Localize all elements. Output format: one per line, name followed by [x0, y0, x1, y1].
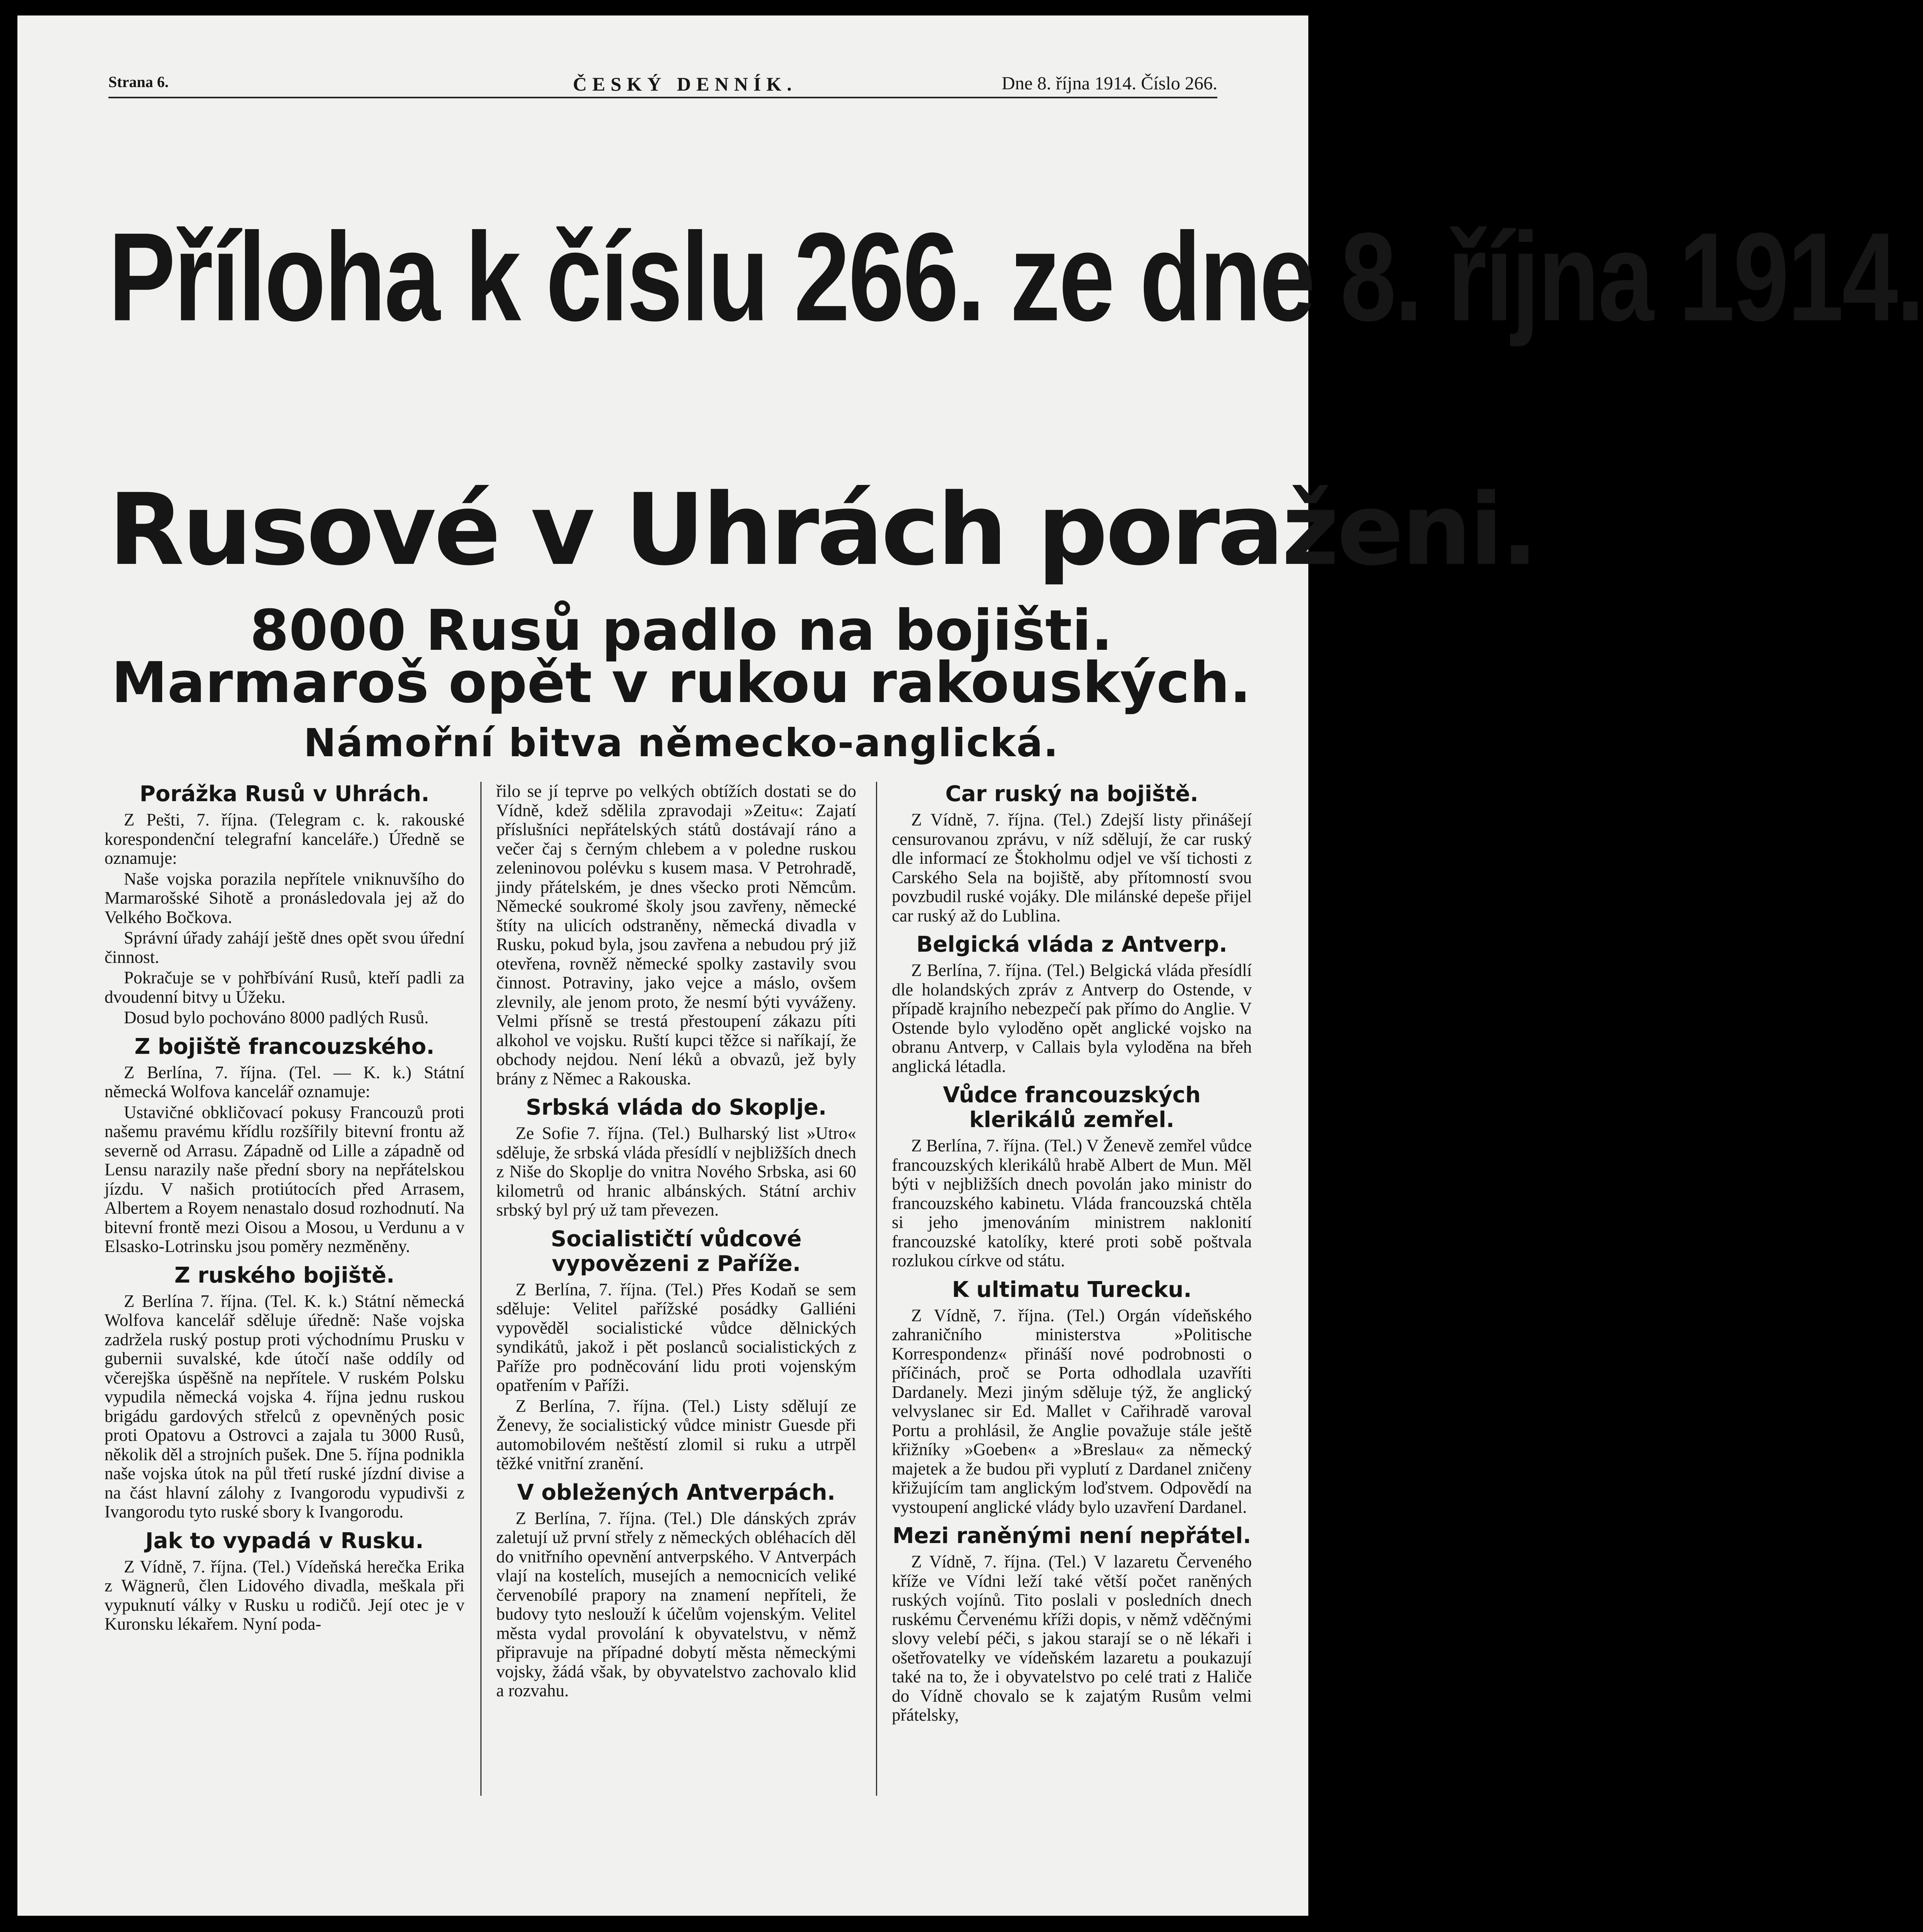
- article-columns: [105, 782, 1262, 1796]
- article-title: V obležených Antverpách.: [517, 1480, 836, 1505]
- article-title: Jak to vypadá v Rusku.: [145, 1528, 424, 1553]
- article-title: Mezi raněnými není nepřátel.: [892, 1523, 1251, 1548]
- page-number: Strana 6.: [108, 73, 169, 91]
- subheadline-naval-battle: Námořní bitva německo-anglická.: [303, 720, 1059, 766]
- article-title: Srbská vláda do Skoplje.: [526, 1095, 827, 1120]
- running-head: [108, 70, 1217, 98]
- main-headline: Rusové v Uhrách poraženi.: [108, 473, 1536, 587]
- article-title: Car ruský na bojiště.: [945, 781, 1198, 807]
- article-paragraph: Pokračuje se v pohřbívání Rusů, kteří padli za dvoudenní bitvy u Úžeku.: [105, 968, 464, 1007]
- article-paragraph: Z Berlína, 7. října. (Tel.) Belgická vláda přesídlí dle holandských zpráv z Antverp do Ostende, v případě krajního nebezpečí pak přímo do Anglie. V Ostende bylo vyloděno opět anglické vojsko na obranu Antverp, v Callais byla vyloděna na břeh anglická létadla.: [892, 961, 1252, 1076]
- column-right: [892, 782, 1252, 1796]
- article-title: Z bojiště francouzského.: [134, 1034, 435, 1059]
- article-paragraph-continued: řilo se jí teprve po velkých obtížích dostati se do Vídně, kdež sdělila zpravodaji »Zeitu«: Zajatí příslušníci nepřátelských států dostávají ráno a večer čaj s černým chlebem a v poledne ruskou zeleninovou polévku s kusem masa. V Petrohradě, jindy přátelském, je dnes všecko proti Němcům. Německé soukromé školy jsou zavřeny, německé štíty na ulicích odstraněny, německá divadla v Rusku, pokud byla, jsou zavřena a nebudou prý již otevřena, rovněž německé spolky zastavily svou činnost. Potraviny, jako vejce a máslo, ovšem zlevnily, ale jenom proto, že nesmí býti vyváženy. Velmi přísně se trestá přestoupení zákazu píti alkohol ve vojsku. Ruští kupci těžce si naříkají, že obchody nejdou. Není léků a obvazů, jež byly brány z Němec a Rakouska.: [496, 781, 856, 1088]
- column-rule: [480, 782, 482, 1796]
- article-paragraph: Z Berlína 7. října. (Tel. K. k.) Státní německá Wolfova kancelář sděluje úředně: Naše vojska zadržela ruský postup proti východnímu Prusku v gubernii suvalské, kde útočí naše oddíly od včerejška úspěšně na nepřítele. V ruském Polsku vypudila německá vojska 4. října jednu ruskou brigádu gardových střelců z opevněných posic proti Opatovu a Ostrovci a zajala tu 3000 Rusů, několik děl a strojních pušek. Dne 5. října podnikla naše vojska útok na půl třetí ruské jízdní divise a na část hlavní zálohy z Ivangorodu vypudivši z Ivangorodu tyto ruské sbory k Ivangorodu.: [105, 1291, 464, 1521]
- article-title: Socialističtí vůdcové vypovězeni z Paříže.: [551, 1226, 802, 1276]
- article-paragraph: Správní úřady zahájí ještě dnes opět svou úřední činnost.: [105, 928, 464, 967]
- article-title: Z ruského bojiště.: [174, 1262, 395, 1288]
- article-title: K ultimatu Turecku.: [952, 1277, 1192, 1302]
- column-left: [105, 782, 464, 1796]
- article-paragraph: Naše vojska porazila nepřítele vniknuvšího do Marmarošské Sihotě a pronásledovala jej až do Velkého Bočkova.: [105, 869, 464, 927]
- article-paragraph: Ustavičné obkličovací pokusy Francouzů proti našemu pravému křídlu rozšířily bitevní frontu až severně od Arrasu. Západně od Lille a západně od Lensu narazily naše přední sbory na nepřátelskou jízdu. V našich protiútocích před Arrasem, Albertem a Royem nenastalo dosud rozhodnutí. Na bitevní frontě mezi Oisou a Mosou, u Verdunu a v Elsasko-Lotrinsku jsou poměry nezměněny.: [105, 1102, 464, 1256]
- supplement-title: Příloha k číslu 266. ze dne 8. října 1914.: [108, 207, 1923, 348]
- article-paragraph: Z Berlína, 7. října. (Tel.) Listy sdělují ze Ženevy, že socialistický vůdce ministr Guesde při automobilovém neštěstí zlomil si ruku a utrpěl těžké vnitřní zranění.: [496, 1396, 856, 1473]
- article-paragraph: Z Berlína, 7. října. (Tel. — K. k.) Státní německá Wolfova kancelář oznamuje:: [105, 1062, 464, 1101]
- newspaper-page: [17, 15, 1923, 1916]
- subheadline-casualties: 8000 Rusů padlo na bojišti.: [250, 598, 1113, 663]
- subheadline-marmaros: Marmaroš opět v rukou rakouských.: [111, 650, 1251, 716]
- column-middle: [496, 782, 856, 1796]
- article-paragraph: Z Pešti, 7. října. (Telegram c. k. rakouské korespondenční telegrafní kanceláře.) Úředně se oznamuje:: [105, 810, 464, 868]
- article-paragraph: Z Vídně, 7. října. (Tel.) Vídeňská herečka Erika z Wägnerů, člen Lidového divadla, meškala při vypuknutí války v Rusku u rodičů. Její otec je v Kuronsku lékařem. Nyní poda-: [105, 1557, 464, 1634]
- article-paragraph: Z Vídně, 7. října. (Tel.) Orgán vídeňského zahraničního ministerstva »Politische Korrespondenz« přináší nové podrobnosti o příčinách, proč se Porta odhodlala uzavříti Dardanely. Mezi jiným sděluje týž, že anglický velvyslanec sir Ed. Mallet v Cařihradě varoval Portu a prohlásil, že Anglie považuje stále ještě křižníky »Goeben« a »Breslau« za německý majetek a že budou při vyplutí z Dardanel zničeny křižujícím tam anglickým loďstvem. Odpovědí na vystoupení anglické vlády bylo uzavření Dardanel.: [892, 1305, 1252, 1517]
- newspaper-name: ČESKÝ DENNÍK.: [573, 73, 797, 95]
- article-title: Porážka Rusů v Uhrách.: [139, 781, 430, 807]
- article-paragraph: Dosud bylo pochováno 8000 padlých Rusů.: [124, 1008, 429, 1027]
- article-title: Vůdce francouzských klerikálů zemřel.: [943, 1082, 1201, 1132]
- article-paragraph: Ze Sofie 7. října. (Tel.) Bulharský list »Utro« sděluje, že srbská vláda přesídlí v nejbližších dnech z Niše do Skoplje do vnitra Nového Srbska, asi 60 kilometrů od hranic albánských. Státní archiv srbský byl prý už tam převezen.: [496, 1124, 856, 1219]
- column-rule: [876, 782, 877, 1796]
- article-paragraph: Z Vídně, 7. října. (Tel.) Zdejší listy přinášejí censurovanou zprávu, v níž sdělují, že car ruský dle informací ze Štokholmu odjel ve vší tichosti z Carského Sela na bojiště, aby přítomností svou povzbudil ruské vojáky. Dle milánské depeše přijel car ruský až do Lublina.: [892, 810, 1252, 925]
- article-paragraph: Z Berlína, 7. října. (Tel.) V Ženevě zemřel vůdce francouzských klerikálů hrabě Albert de Mun. Měl býti v nejbližších dnech povolán jako ministr do francouzského kabinetu. Vláda francouzská chtěla si jeho jmenováním ministrem naklonití francouzské katolíky, které proti sobě poštvala rozlukou církve od státu.: [892, 1136, 1252, 1270]
- article-paragraph: Z Berlína, 7. října. (Tel.) Přes Kodaň se sem sděluje: Velitel pařížské posádky Galliéni vypověděl socialistické vůdce dělnických syndikátů, jakož i pět poslanců socialistických z Paříže pro podněcování lidu proti vojenským opatřením v Paříži.: [496, 1279, 856, 1395]
- issue-date: Dne 8. října 1914. Číslo 266.: [1001, 73, 1217, 94]
- article-title: Belgická vláda z Antverp.: [916, 932, 1227, 957]
- article-paragraph: Z Berlína, 7. října. (Tel.) Dle dánských zpráv zaletují už první střely z německých obléhacích děl do vnitřního opevnění antverpského. V Antverpách vlají na kostelích, musejích a nemocnicích veliké červenobílé prapory na znamení nepříteli, že budovy tyto neslouží k účelům vojenským. Velitel města vydal provolání k obyvatelstvu, v němž připravuje na případné dobytí města německými vojsky, žádá však, by obyvatelstvo zachovalo klid a rozvahu.: [496, 1508, 856, 1700]
- article-paragraph: Z Vídně, 7. října. (Tel.) V lazaretu Červeného kříže ve Vídni leží také větší počet raněných ruských vojínů. Tito poslali v posledních dnech ruskému Červenému kříži dopis, v němž vděčnými slovy velebí péči, s jakou starají se o ně lékaři i ošetřovatelky ve vídeňském lazaretu a poukazují také na to, že i obyvatelstvo po celé trati z Haliče do Vídně chovalo se k zajatým Rusům velmi přátelsky,: [892, 1552, 1252, 1725]
